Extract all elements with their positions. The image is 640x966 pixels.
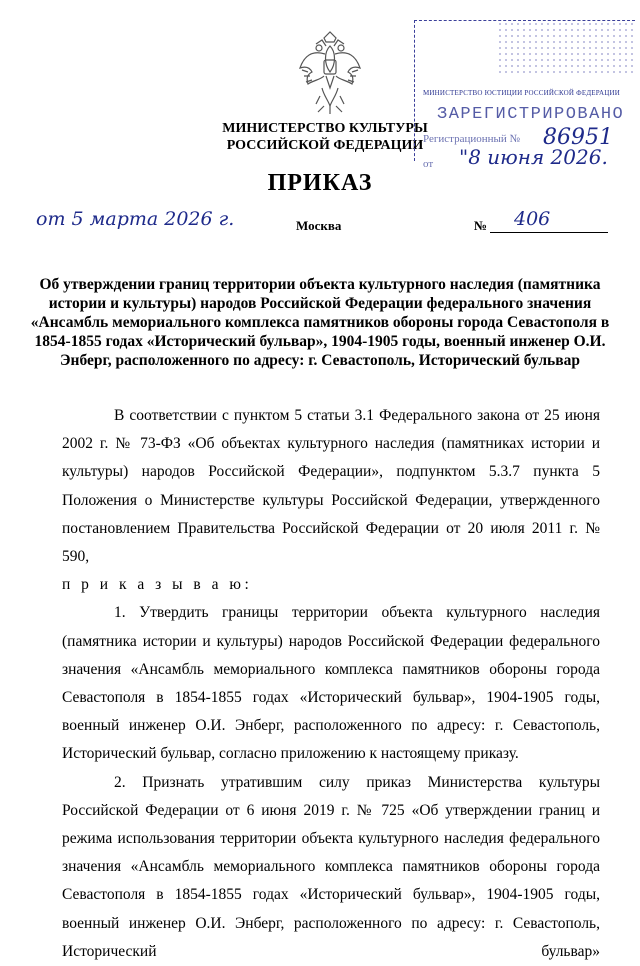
document-title: ПРИКАЗ bbox=[267, 170, 373, 196]
ministry-name-line1: МИНИСТЕРСТВО КУЛЬТУРЫ bbox=[222, 121, 428, 136]
stamp-reg-label: Регистрационный № bbox=[423, 133, 521, 145]
order-number: 406 bbox=[514, 208, 551, 230]
order-number-label: № bbox=[474, 218, 488, 233]
stamp-reg-number: 86951 bbox=[543, 125, 613, 150]
body-item-2: 2. Признать утратившим силу приказ Министерства культуры Российской Федерации от 6 июня 2019 г. № 725 «Об утверждении границ и режима использования территории объекта культурного наследия федерального значения «Ансамбль мемориального комплекса памятников обороны города Севастополя в 1854-1855 годах «Исторический бульвар», 1904-1905 годы, военный инженер О.И. Энберг, расположенного по адресу: г. Севастополь, Исторический бульвар» bbox=[62, 773, 600, 960]
order-city: Москва bbox=[296, 218, 342, 233]
order-body bbox=[62, 402, 600, 966]
order-heading: Об утверждении границ территории объекта культурного наследия (памятника истории и культуры) народов Российской Федерации федерального значения «Ансамбль мемориального комплекса памятников обороны города Севастополя в 1854-1855 годах «Исторический бульвар», 1904-1905 годы, военный инженер О.И. Энберг, расположенного по адресу: г. Севастополь, Исторический бульвар bbox=[30, 276, 610, 369]
ministry-header bbox=[215, 120, 435, 154]
coat-of-arms-emblem-icon bbox=[294, 28, 366, 116]
stamp-reg-date: "8 июня 2026. bbox=[459, 145, 608, 169]
order-number-underline bbox=[490, 232, 608, 233]
stamp-date-prefix: от bbox=[423, 158, 434, 170]
stamp-org-line: МИНИСТЕРСТВО ЮСТИЦИИ РОССИЙСКОЙ ФЕДЕРАЦИИ bbox=[423, 89, 620, 97]
registration-stamp bbox=[414, 20, 635, 170]
order-date: от 5 марта 2026 г. bbox=[36, 208, 235, 230]
stamp-texture bbox=[497, 21, 635, 73]
body-item-1: 1. Утвердить границы территории объекта культурного наследия (памятника истории и культуры) народов Российской Федерации федерального значения «Ансамбль мемориального комплекса памятников обороны города Севастополя в 1854-1855 годах «Исторический бульвар», 1904-1905 годы, военный инженер О.И. Энберг, расположенного по адресу: г. Севастополь, Исторический бульвар, согласно приложению к настоящему приказу. bbox=[62, 604, 600, 763]
body-order-word: п р и к а з ы в а ю: bbox=[62, 576, 253, 594]
stamp-registered-label: ЗАРЕГИСТРИРОВАНО bbox=[437, 105, 625, 124]
ministry-name-line2: РОССИЙСКОЙ ФЕДЕРАЦИИ bbox=[226, 138, 424, 153]
body-intro: В соответствии с пунктом 5 статьи 3.1 Федерального закона от 25 июня 2002 г. № 73-ФЗ «Об объектах культурного наследия (памятниках истории и культуры) народов Российской Федерации», подпунктом 5.3.7 пункта 5 Положения о Министерстве культуры Российской Федерации, утвержденного постановлением Правительства Российской Федерации от 20 июля 2011 г. № 590, bbox=[62, 407, 600, 566]
